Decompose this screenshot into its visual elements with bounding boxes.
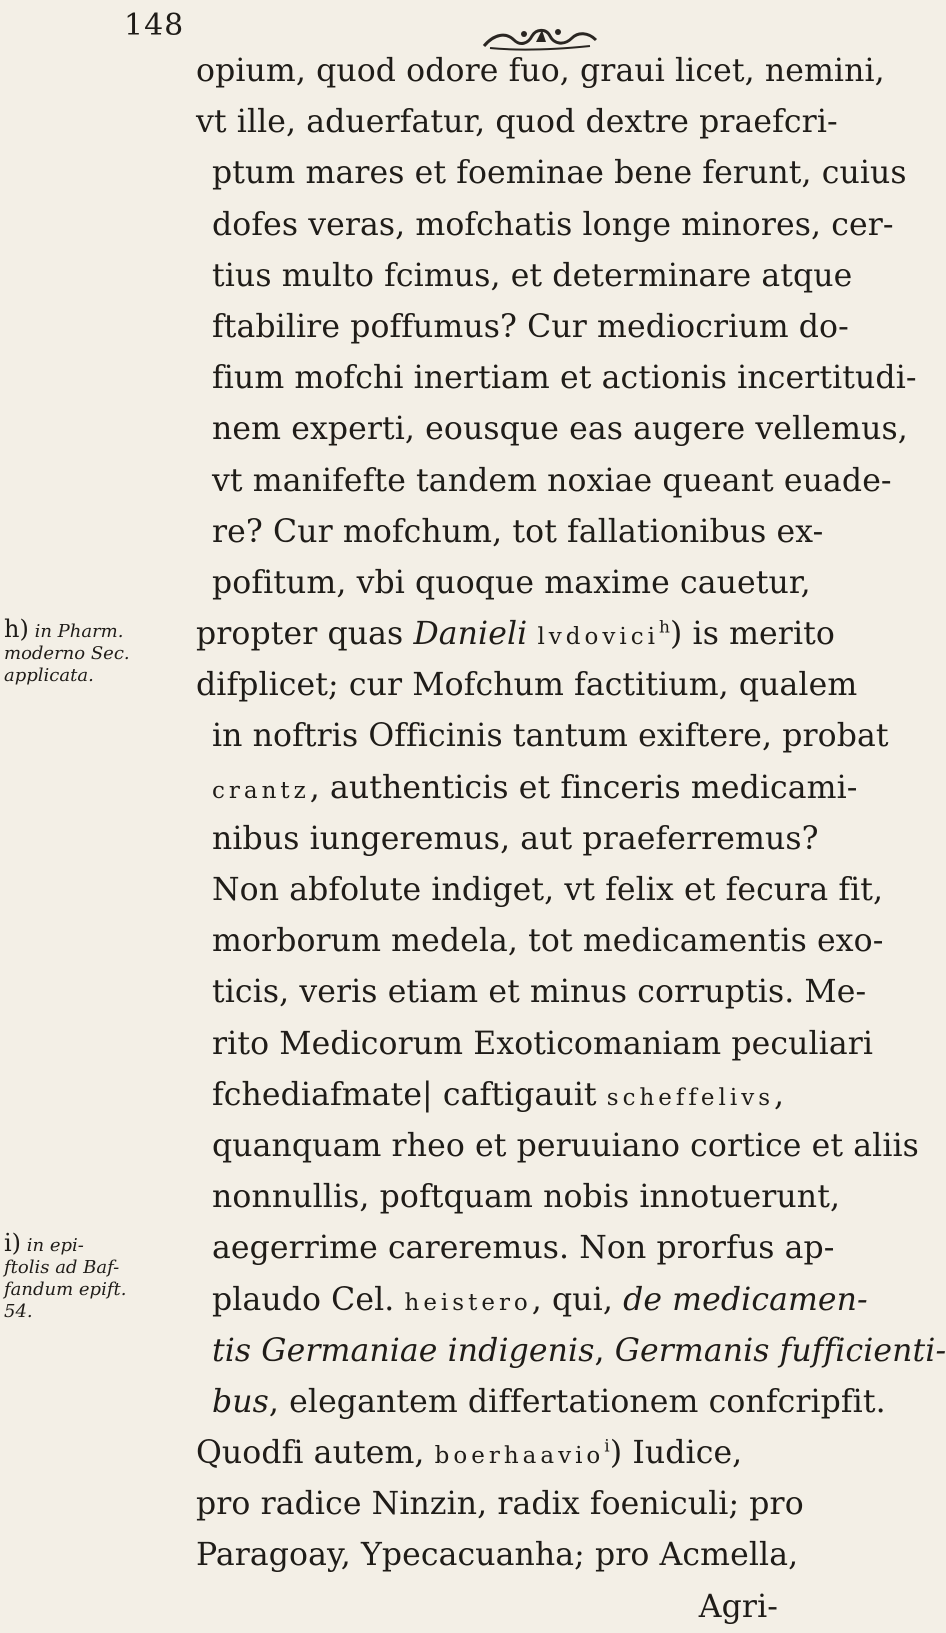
text-line: propter quas Danieli lvdovici$^h$) is merito [196, 616, 835, 653]
text-line: opium, quod odore fuo, graui licet, nemini, [196, 53, 885, 89]
text-line: Non abfolute indiget, vt felix et fecura fit, [212, 872, 884, 908]
text-line: fium mofchi inertiam et actionis incertitudi- [212, 360, 917, 397]
text-line: nonnullis, poftquam nobis innotuerunt, [212, 1179, 841, 1216]
text-line: nem experti, eousque eas augere vellemus, [212, 411, 908, 448]
footnote-marker: i) [4, 1229, 22, 1257]
text-line: ticis, veris etiam et minus corruptis. Me- [212, 974, 867, 1011]
margin-note-i: i) in epi- ftolis ad Baf- fandum epift. 54. [4, 1229, 127, 1322]
book-title: bus [212, 1383, 269, 1420]
author-name: crantz [212, 777, 310, 804]
text-line: ptum mares et foeminae bene ferunt, cuius [212, 155, 907, 192]
text-line: in noftris Officinis tantum exiftere, probat [212, 718, 889, 755]
footnote-marker: h) [4, 615, 29, 643]
text-line: re? Cur mofchum, tot fallationibus ex- [212, 513, 824, 550]
author-name: lvdovici [537, 624, 659, 651]
body-text [196, 46, 946, 1633]
text-line: vt ille, aduerfatur, quod dextre praefcri- [196, 104, 838, 141]
text-line: vt manifefte tandem noxiae queant euade- [212, 462, 892, 499]
author-name: boerhaavio [434, 1443, 605, 1470]
text-line: crantz, authenticis et finceris medicami- [212, 769, 858, 806]
text-line: pro radice Ninzin, radix foeniculi; pro [196, 1486, 804, 1523]
book-title: de medicamen- [623, 1281, 868, 1318]
text-line: tius multo fcimus, et determinare atque [212, 257, 853, 294]
text-line: Quodfi autem, boerhaavio$^i$) Iudice, [196, 1435, 743, 1472]
text-line: difplicet; cur Mofchum factitium, qualem [196, 667, 858, 704]
footnote-ref: h [658, 617, 671, 638]
text-line: dofes veras, mofchatis longe minores, cer- [212, 206, 894, 243]
text-line: pofitum, vbi quoque maxime cauetur, [212, 564, 811, 601]
author-name: heistero [404, 1289, 532, 1316]
text-line: quanquam rheo et peruuiano cortice et aliis [212, 1127, 919, 1164]
text-line: Paragoay, Ypecacuanha; pro Acmella, [196, 1537, 799, 1574]
catchword: Agri- [698, 1588, 778, 1625]
text-line: tis Germaniae indigenis, Germanis fufficienti- [212, 1332, 946, 1369]
text-line: fchediafmate| caftigauit scheffelivs, [212, 1076, 785, 1113]
footnote-ref: i [604, 1436, 610, 1457]
book-title: Germanis fufficienti- [614, 1332, 946, 1369]
book-title: tis Germaniae indigenis [212, 1332, 595, 1369]
text-line: plaudo Cel. heistero, qui, de medicamen- [212, 1281, 868, 1318]
text-line: rito Medicorum Exoticomaniam peculiari [212, 1025, 874, 1062]
text-line: morborum medela, tot medicamentis exo- [212, 923, 884, 960]
author-name: Danieli [413, 616, 528, 653]
text-line: ftabilire poffumus? Cur mediocrium do- [212, 308, 849, 345]
text-line: nibus iungeremus, aut praeferremus? [212, 820, 819, 857]
text-line: bus, elegantem differtationem confcripfit. [212, 1383, 886, 1420]
page-number: 148 [124, 8, 185, 43]
author-name: scheffelivs [606, 1084, 775, 1111]
text-line: aegerrime careremus. Non prorfus ap- [212, 1230, 835, 1267]
margin-note-h: h) in Pharm. moderno Sec. applicata. [4, 615, 130, 686]
